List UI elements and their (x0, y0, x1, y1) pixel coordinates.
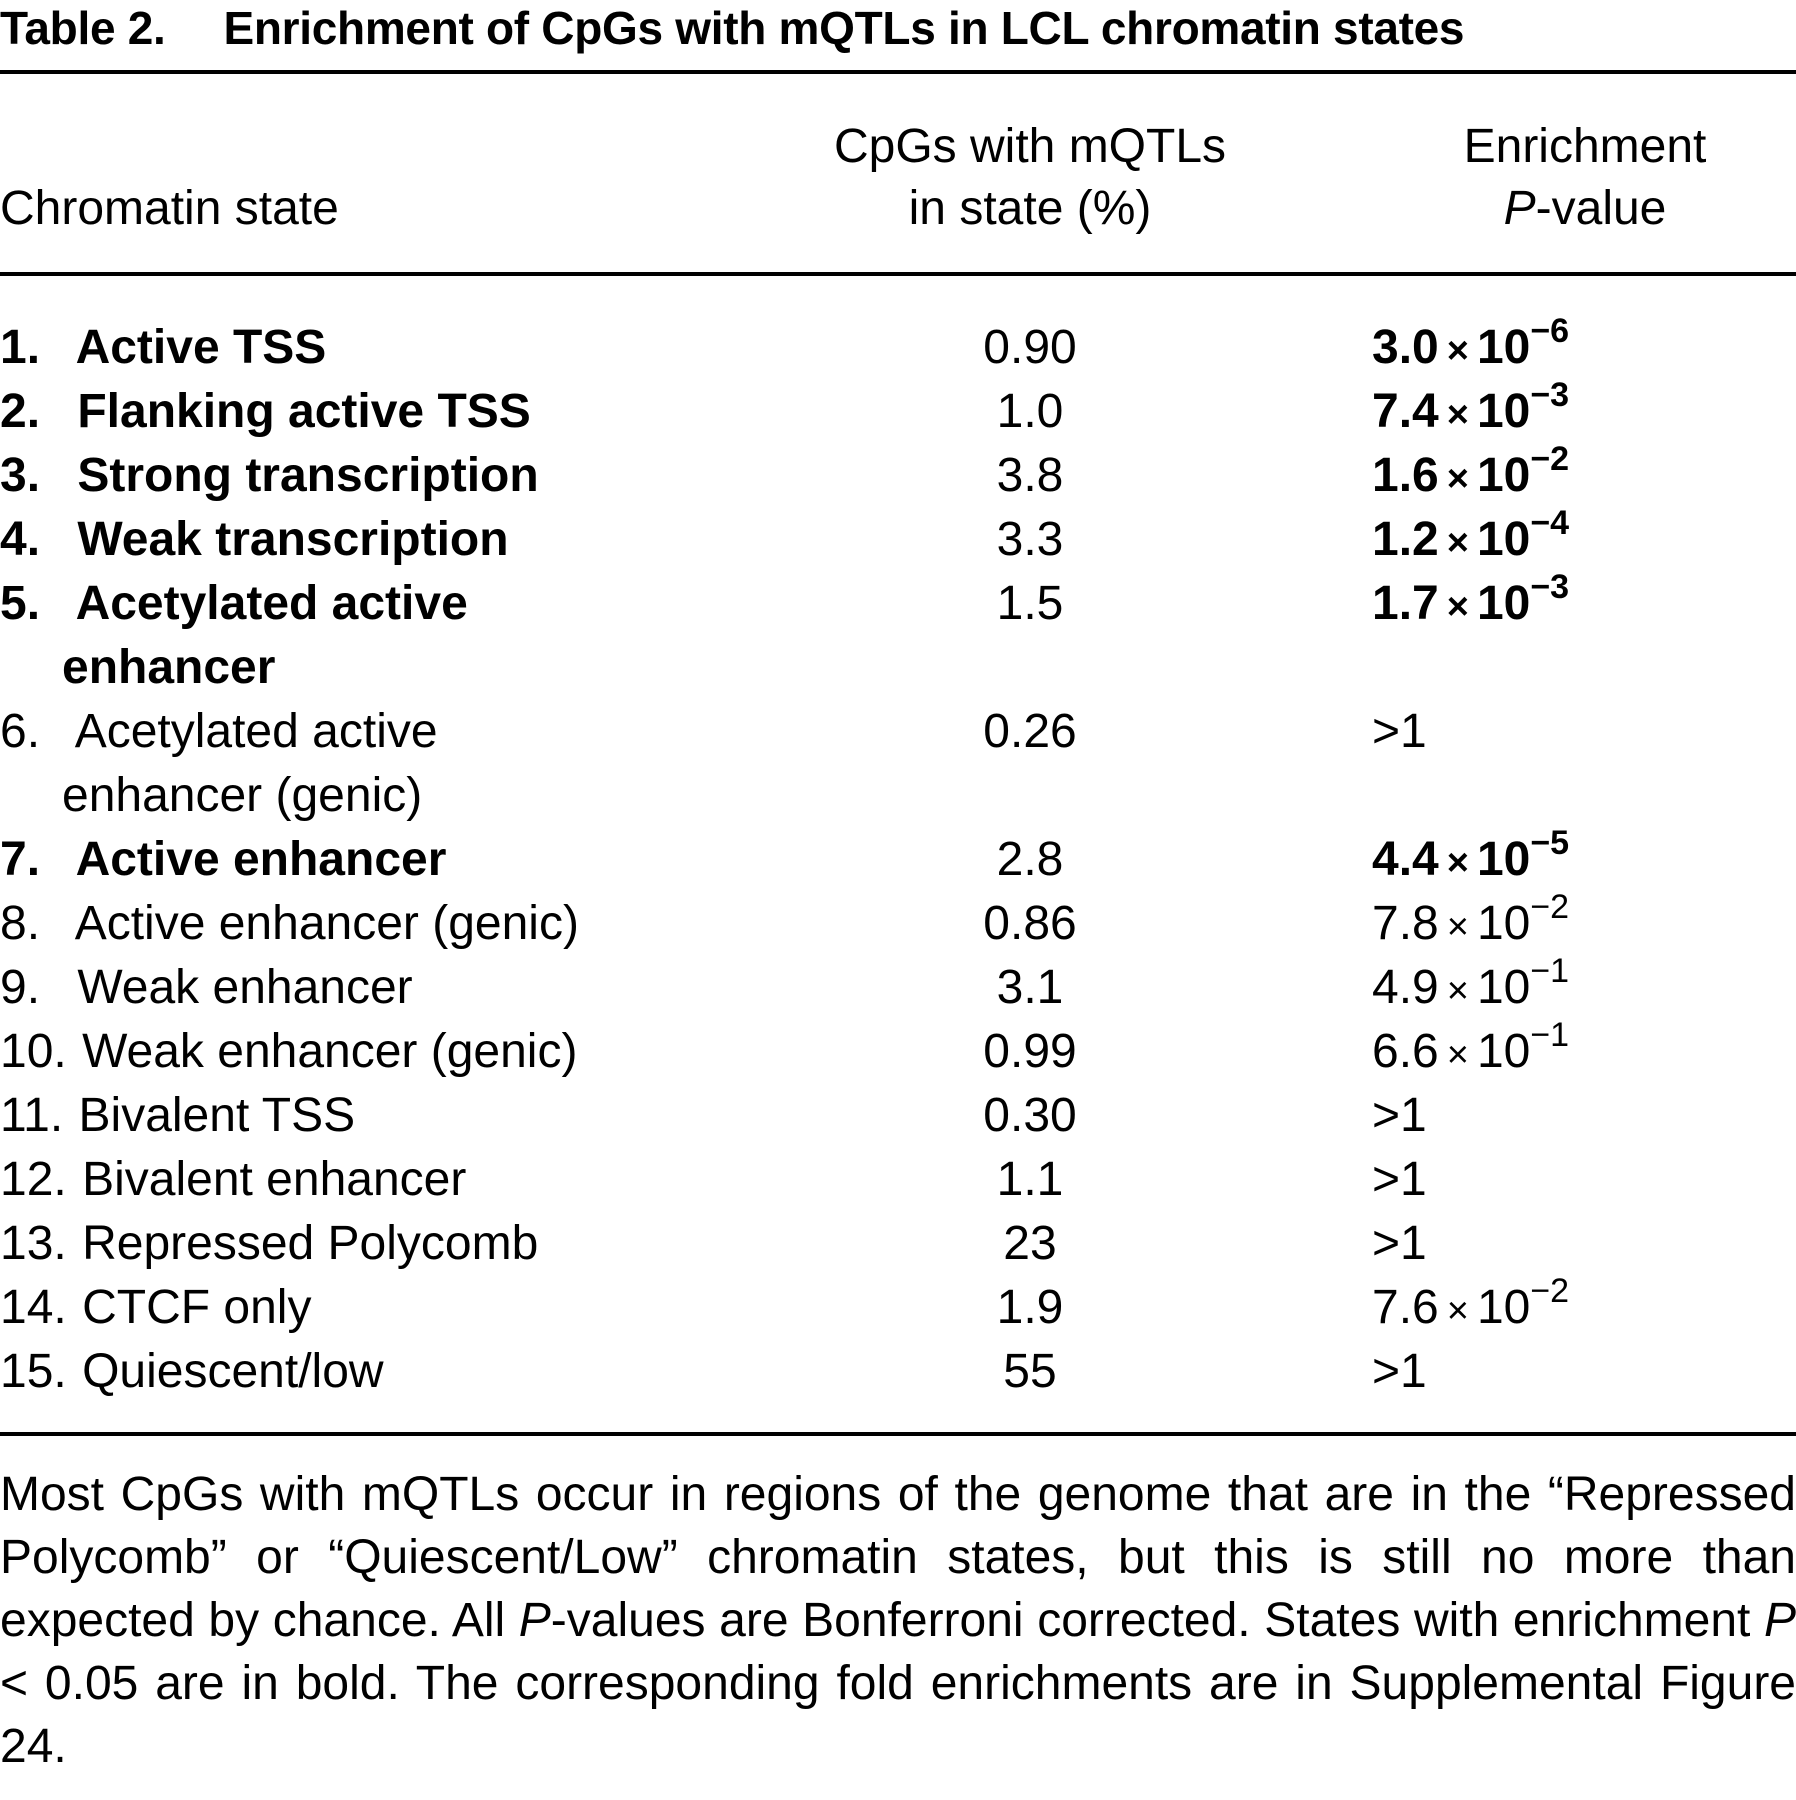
cell-enrichment-pvalue (1372, 888, 1570, 959)
footnote-part1: Most CpGs with mQTLs occur in regions of the genome that are in the “Repressed Polycomb” or “Quiescent/Low” chromatin states, but this is still no more than expected by chance. All (0, 1468, 1796, 1647)
cell-enrichment-pvalue (1372, 1084, 1427, 1148)
pvalue-base: 10 (1476, 321, 1531, 374)
pvalue-base: 10 (1476, 385, 1531, 438)
table-row (0, 568, 1796, 700)
pvalue-mantissa: 6.6 (1372, 1025, 1439, 1078)
table-row (0, 312, 1796, 380)
pvalue-times-sign: × (1446, 394, 1469, 436)
pvalue-times-sign: × (1446, 522, 1469, 564)
cell-enrichment-pvalue (1372, 1016, 1570, 1087)
table-row (0, 504, 1796, 572)
pvalue-times-sign: × (1446, 330, 1469, 372)
pvalue-base: 10 (1476, 961, 1531, 1014)
pvalue-times-sign: × (1446, 1034, 1469, 1076)
pvalue-text: >1 (1372, 1153, 1427, 1206)
state-number: 14. (0, 1281, 67, 1334)
pvalue-text: >1 (1372, 1089, 1427, 1142)
pvalue-exponent: −3 (1530, 568, 1570, 606)
pvalue-exponent: −2 (1530, 1272, 1570, 1310)
header-p-rest: -value (1535, 182, 1667, 235)
table-label: Table 2. (0, 2, 166, 54)
cell-chromatin-state (0, 828, 760, 892)
pvalue-times-sign: × (1446, 906, 1469, 948)
top-rule (0, 70, 1796, 74)
cell-chromatin-state (0, 956, 760, 1020)
pvalue-mantissa: 7.6 (1372, 1281, 1439, 1334)
cell-cpg-percent: 0.30 (983, 1089, 1077, 1142)
pvalue-base: 10 (1476, 1025, 1531, 1078)
state-number: 6. (0, 705, 41, 758)
state-name: Repressed Polycomb (82, 1217, 539, 1270)
cell-cpg-percent: 1.9 (996, 1281, 1064, 1334)
cell-chromatin-state (0, 1212, 760, 1276)
state-number: 11. (0, 1089, 64, 1142)
footnote-part2: -values are Bonferroni corrected. States with enrichment (550, 1594, 1764, 1647)
table-row (0, 376, 1796, 444)
state-name: Weak enhancer (77, 961, 413, 1014)
header-cpg-percent-line1: CpGs with mQTLs (833, 120, 1227, 173)
pvalue-exponent: −1 (1530, 1016, 1570, 1054)
table-row (0, 1148, 1796, 1212)
pvalue-mantissa: 1.2 (1372, 513, 1439, 566)
cell-chromatin-state (0, 508, 760, 572)
state-number: 7. (0, 833, 41, 886)
pvalue-exponent: −3 (1530, 376, 1570, 414)
bottom-rule (0, 1432, 1796, 1436)
pvalue-times-sign: × (1446, 842, 1469, 884)
pvalue-base: 10 (1476, 1281, 1531, 1334)
pvalue-exponent: −1 (1530, 952, 1570, 990)
state-number: 4. (0, 513, 41, 566)
state-name: Bivalent TSS (78, 1089, 356, 1142)
cell-cpg-percent: 3.8 (996, 449, 1064, 502)
state-number: 3. (0, 449, 41, 502)
cell-enrichment-pvalue (1372, 1272, 1570, 1343)
pvalue-times-sign: × (1446, 1290, 1469, 1332)
header-rule (0, 272, 1796, 276)
header-p-italic: P (1503, 182, 1536, 235)
cell-chromatin-state (0, 1084, 760, 1148)
cell-enrichment-pvalue (1372, 504, 1570, 575)
state-name: Strong transcription (77, 449, 539, 502)
state-name: Active TSS (75, 321, 327, 374)
pvalue-times-sign: × (1446, 458, 1469, 500)
state-name: Flanking active TSS (77, 385, 531, 438)
cell-cpg-percent: 0.86 (983, 897, 1077, 950)
state-name: Weak enhancer (genic) (82, 1025, 578, 1078)
cell-cpg-percent: 0.90 (983, 321, 1077, 374)
pvalue-base: 10 (1476, 449, 1531, 502)
state-number: 12. (0, 1153, 67, 1206)
pvalue-times-sign: × (1446, 586, 1469, 628)
cell-cpg-percent: 1.0 (996, 385, 1064, 438)
header-enrichment-line1: Enrichment (1463, 120, 1707, 173)
footnote-p-italic-2: P (1763, 1594, 1796, 1647)
pvalue-base: 10 (1476, 833, 1531, 886)
state-name: Quiescent/low (82, 1345, 384, 1398)
header-cpg-percent-line2: in state (%) (908, 182, 1152, 235)
cell-cpg-percent: 3.1 (996, 961, 1064, 1014)
state-name: Active enhancer (75, 833, 447, 886)
cell-chromatin-state (0, 1148, 760, 1212)
header-enrichment-pvalue (1340, 116, 1796, 240)
cell-chromatin-state (0, 700, 760, 828)
table-row (0, 1272, 1796, 1340)
pvalue-exponent: −6 (1530, 312, 1570, 350)
pvalue-mantissa: 3.0 (1372, 321, 1439, 374)
state-name: Acetylated active (74, 705, 438, 758)
cell-chromatin-state (0, 572, 760, 700)
cell-cpg-percent: 3.3 (996, 513, 1064, 566)
cell-chromatin-state (0, 1020, 760, 1084)
cell-enrichment-pvalue (1372, 568, 1570, 639)
pvalue-mantissa: 7.8 (1372, 897, 1439, 950)
state-name-continued: enhancer (genic) (62, 769, 423, 822)
cell-cpg-percent: 2.8 (996, 833, 1064, 886)
pvalue-base: 10 (1476, 897, 1531, 950)
table-row (0, 1016, 1796, 1084)
cell-chromatin-state (0, 892, 760, 956)
pvalue-times-sign: × (1446, 970, 1469, 1012)
pvalue-exponent: −5 (1530, 824, 1570, 862)
table-row (0, 440, 1796, 508)
cell-enrichment-pvalue (1372, 1212, 1427, 1276)
state-number: 8. (0, 897, 41, 950)
table-footnote (0, 1463, 1796, 1778)
cell-cpg-percent: 0.26 (983, 705, 1077, 758)
cell-chromatin-state (0, 1340, 760, 1404)
state-name-continued: enhancer (62, 641, 276, 694)
table-body (0, 312, 1796, 1404)
state-number: 13. (0, 1217, 67, 1270)
pvalue-mantissa: 4.4 (1372, 833, 1439, 886)
pvalue-base: 10 (1476, 513, 1531, 566)
state-name: Active enhancer (genic) (74, 897, 579, 950)
state-name: Weak transcription (77, 513, 509, 566)
cell-enrichment-pvalue (1372, 376, 1570, 447)
cell-chromatin-state (0, 444, 760, 508)
table-title-text: Enrichment of CpGs with mQTLs in LCL chromatin states (223, 2, 1465, 54)
state-number: 1. (0, 321, 41, 374)
table-title (0, 2, 1796, 54)
state-name: Acetylated active (75, 577, 468, 630)
cell-enrichment-pvalue (1372, 1340, 1427, 1404)
cell-enrichment-pvalue (1372, 312, 1570, 383)
cell-enrichment-pvalue (1372, 440, 1570, 511)
header-cpg-percent (770, 116, 1290, 240)
pvalue-mantissa: 4.9 (1372, 961, 1439, 1014)
cell-cpg-percent: 0.99 (983, 1025, 1077, 1078)
table-row (0, 1084, 1796, 1148)
state-name: Bivalent enhancer (82, 1153, 467, 1206)
cell-cpg-percent: 1.1 (996, 1153, 1064, 1206)
footnote-p-italic-1: P (518, 1594, 551, 1647)
cell-enrichment-pvalue (1372, 700, 1427, 764)
cell-chromatin-state (0, 316, 760, 380)
state-number: 2. (0, 385, 41, 438)
state-name: CTCF only (82, 1281, 312, 1334)
table-row (0, 824, 1796, 892)
pvalue-mantissa: 7.4 (1372, 385, 1439, 438)
state-number: 9. (0, 961, 41, 1014)
pvalue-mantissa: 1.7 (1372, 577, 1439, 630)
pvalue-exponent: −4 (1530, 504, 1570, 542)
cell-cpg-percent: 23 (1003, 1217, 1057, 1270)
header-chromatin-state: Chromatin state (0, 182, 339, 235)
cell-chromatin-state (0, 1276, 760, 1340)
pvalue-text: >1 (1372, 1217, 1427, 1270)
pvalue-exponent: −2 (1530, 888, 1570, 926)
cell-cpg-percent: 55 (1003, 1345, 1057, 1398)
pvalue-base: 10 (1476, 577, 1531, 630)
table-row (0, 888, 1796, 956)
table-row (0, 1340, 1796, 1404)
pvalue-mantissa: 1.6 (1372, 449, 1439, 502)
footnote-part3: < 0.05 are in bold. The corresponding fold enrichments are in Supplemental Figure 24. (0, 1657, 1796, 1773)
cell-cpg-percent: 1.5 (996, 577, 1064, 630)
pvalue-text: >1 (1372, 1345, 1427, 1398)
cell-chromatin-state (0, 380, 760, 444)
header-enrichment-line2 (1340, 178, 1796, 240)
cell-enrichment-pvalue (1372, 1148, 1427, 1212)
pvalue-text: >1 (1372, 705, 1427, 758)
cell-enrichment-pvalue (1372, 952, 1570, 1023)
cell-enrichment-pvalue (1372, 824, 1570, 895)
table-row (0, 700, 1796, 828)
pvalue-exponent: −2 (1530, 440, 1570, 478)
state-number: 10. (0, 1025, 67, 1078)
table-row (0, 1212, 1796, 1276)
table-row (0, 952, 1796, 1020)
state-number: 5. (0, 577, 41, 630)
state-number: 15. (0, 1345, 67, 1398)
